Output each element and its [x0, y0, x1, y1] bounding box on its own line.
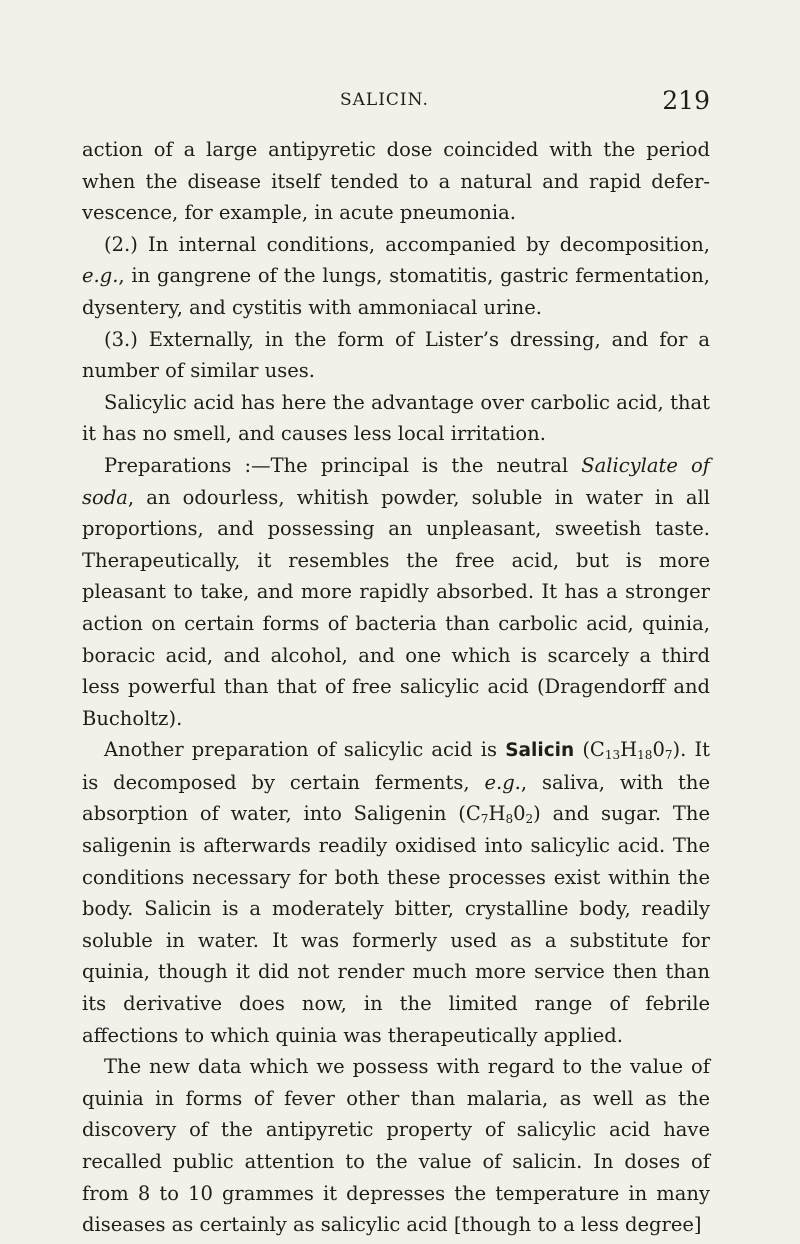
formula-subscript: 13: [604, 748, 621, 763]
formula-subscript: 2: [525, 812, 534, 827]
paragraph-new-data: The new data which we possess with regard to the value of quinia in forms of fever other than malaria, as well as the discovery of the antipyretic property of salicylic acid have recalled public attention to the value of salicin. In doses of from 8 to 10 grammes it depresses the temperature in many diseases as certainly as salicylic acid [though to a less degree]: [82, 1055, 710, 1237]
formula-part: 0: [652, 738, 665, 762]
paragraph-externally: (3.) Externally, in the form of Lister’s dressing, and for a number of similar uses.: [82, 327, 710, 383]
text-run: Another preparation of salicylic acid is: [104, 738, 506, 762]
text-run: ) and sugar. The saligenin is afterwards readily oxidised into salicylic acid. The conditions necessary for both these processes exist within the body. Salicin is a moderately bitter, crystalline body, readily soluble in water. It was formerly used as a substitute for quinia, though it did not render much more service then than its derivative does now, in the limited range of febrile affections to which quinia was therapeutically applied.: [82, 802, 710, 1047]
formula-subscript: 18: [637, 748, 653, 763]
italic-term: Salicylate of soda: [82, 453, 710, 509]
italic-abbreviation: e.g.: [82, 264, 119, 288]
text-run: , saliva, with the absorption of water, into Saligenin (C: [82, 770, 710, 826]
italic-abbreviation: e.g.: [484, 770, 521, 794]
salicin-heading-term: Salicin: [505, 740, 575, 762]
page-header: [82, 86, 710, 118]
formula-subscript: 7: [480, 812, 489, 827]
paragraph-advantage: Salicylic acid has here the advantage over carbolic acid, that it has no smell, and causes less local irritation.: [82, 390, 710, 446]
page-number: 219: [662, 86, 710, 115]
formula-part: H: [620, 738, 638, 762]
formula-part: (C: [582, 738, 605, 762]
running-title: SALICIN.: [340, 90, 429, 110]
salicin-formula: [582, 738, 686, 761]
paragraph-salicin: [82, 734, 710, 1051]
formula-subscript: 8: [505, 812, 514, 827]
text-run: (2.) In internal conditions, accompanied by decomposition,: [104, 232, 710, 256]
paragraph-internal-conditions: [82, 229, 710, 324]
formula-part: H: [488, 802, 506, 826]
paragraph-preparations: [82, 450, 710, 734]
formula-part: ).: [672, 738, 687, 762]
text-run: Preparations :—The principal is the neutral: [104, 453, 582, 477]
paragraph-continuation: action of a large antipyretic dose coincided with the period when the disease itself tended to a natural and rapid defer- vescence, for example, in acute pneumonia.: [82, 138, 710, 225]
text-run: , in gangrene of the lungs, stomatitis, gastric fermentation, dysentery, and cystitis with ammoniacal urine.: [82, 264, 710, 319]
text-run: It is decomposed by certain ferments,: [82, 738, 710, 794]
formula-subscript: 7: [664, 748, 673, 763]
text-run: , an odourless, whitish powder, soluble in water in all proportions, and possessing an unpleasant, sweetish taste. Therapeutically, it resembles the free acid, but is more pleasant to take, and more rapidly absorbed. It has a stronger action on certain forms of bacteria than carbolic acid, quinia, boracic acid, and alcohol, and one which is scarcely a third less powerful than that of free salicylic acid (Dragendorff and Bucholtz).: [82, 485, 710, 730]
formula-part: 0: [513, 802, 526, 826]
body-text: [82, 134, 710, 1241]
